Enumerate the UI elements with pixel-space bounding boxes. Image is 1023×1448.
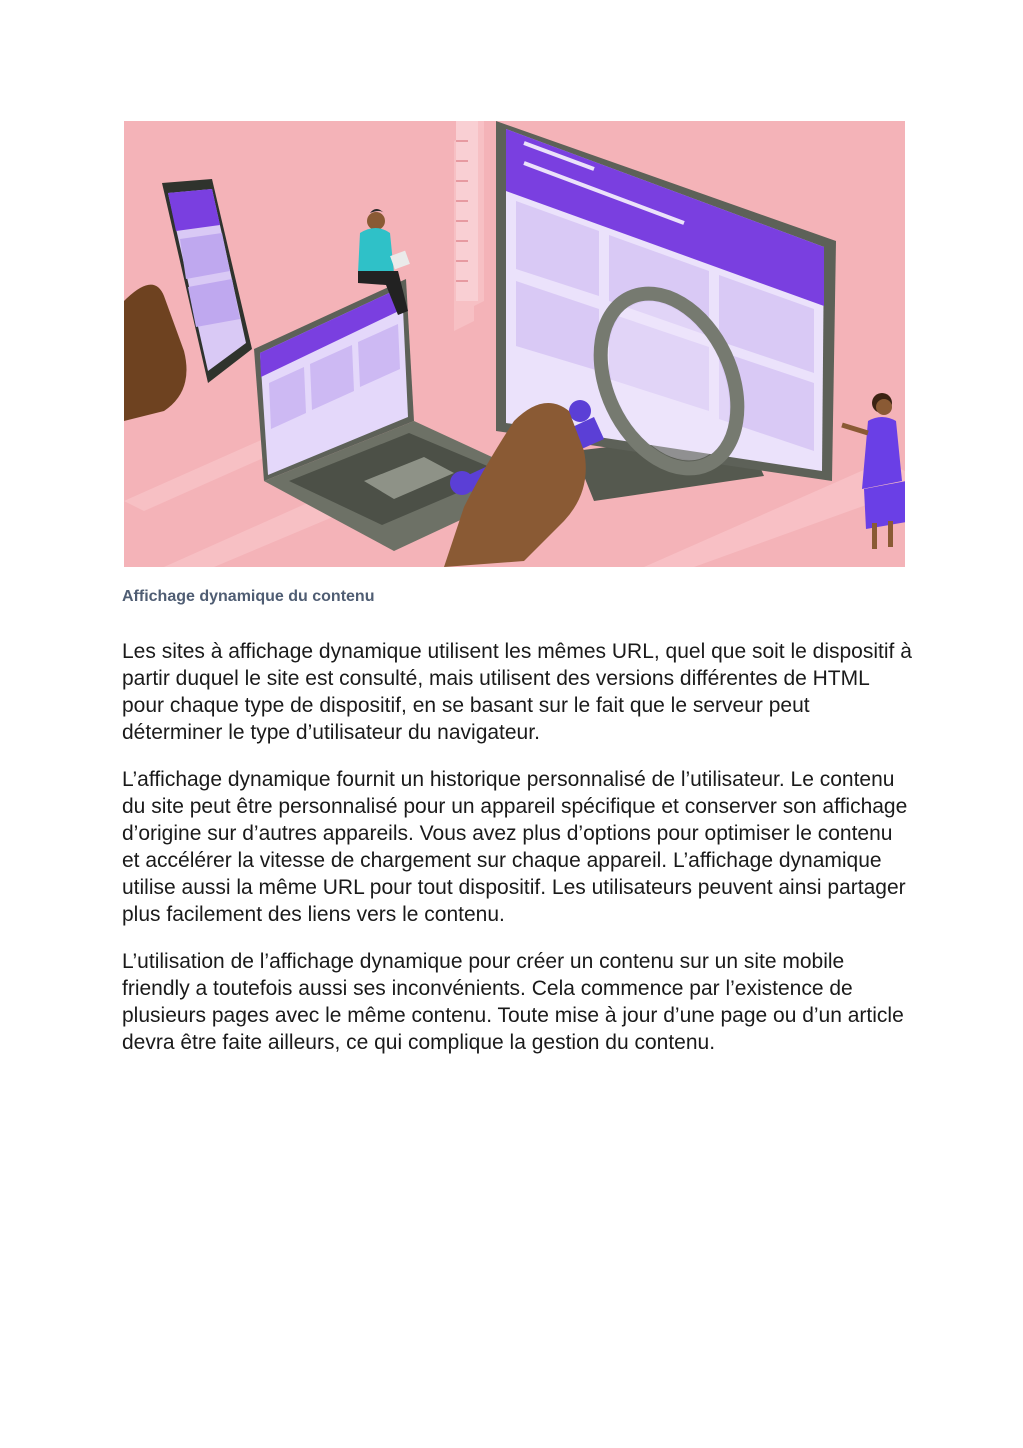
paragraph-3: L’utilisation de l’affichage dynamique pour créer un contenu sur un site mobile friendly a toutefois aussi ses inconvénients. Cela commence par l’existence de plusieurs pages avec le même contenu. Toute mise à jour d’une page ou d’un article devra être faite ailleurs, ce qui complique la gestion du contenu. — [122, 950, 904, 1054]
figure-caption: Affichage dynamique du contenu — [122, 588, 375, 605]
article-body — [122, 638, 912, 1076]
paragraph-2: L’affichage dynamique fournit un historique personnalisé de l’utilisateur. Le contenu du site peut être personnalisé pour un appareil spécifique et conserver son affichage d’origine sur d’autres appareils. Vous avez plus d’options pour optimiser le contenu et accélérer la vitesse de chargement sur chaque appareil. L’affichage dynamique utilise aussi la même URL pour tout dispositif. Les utilisateurs peuvent ainsi partager plus facilement des liens vers le contenu. — [122, 768, 908, 926]
paragraph-1: Les sites à affichage dynamique utilisent les mêmes URL, quel que soit le dispositif à partir duquel le site est consulté, mais utilisent des versions différentes de HTML pour chaque type de dispositif, en se basant sur le fait que le serveur peut déterminer le type d’utilisateur du navigateur. — [122, 640, 912, 744]
hero-illustration — [124, 121, 905, 567]
devices-illustration — [124, 121, 905, 567]
